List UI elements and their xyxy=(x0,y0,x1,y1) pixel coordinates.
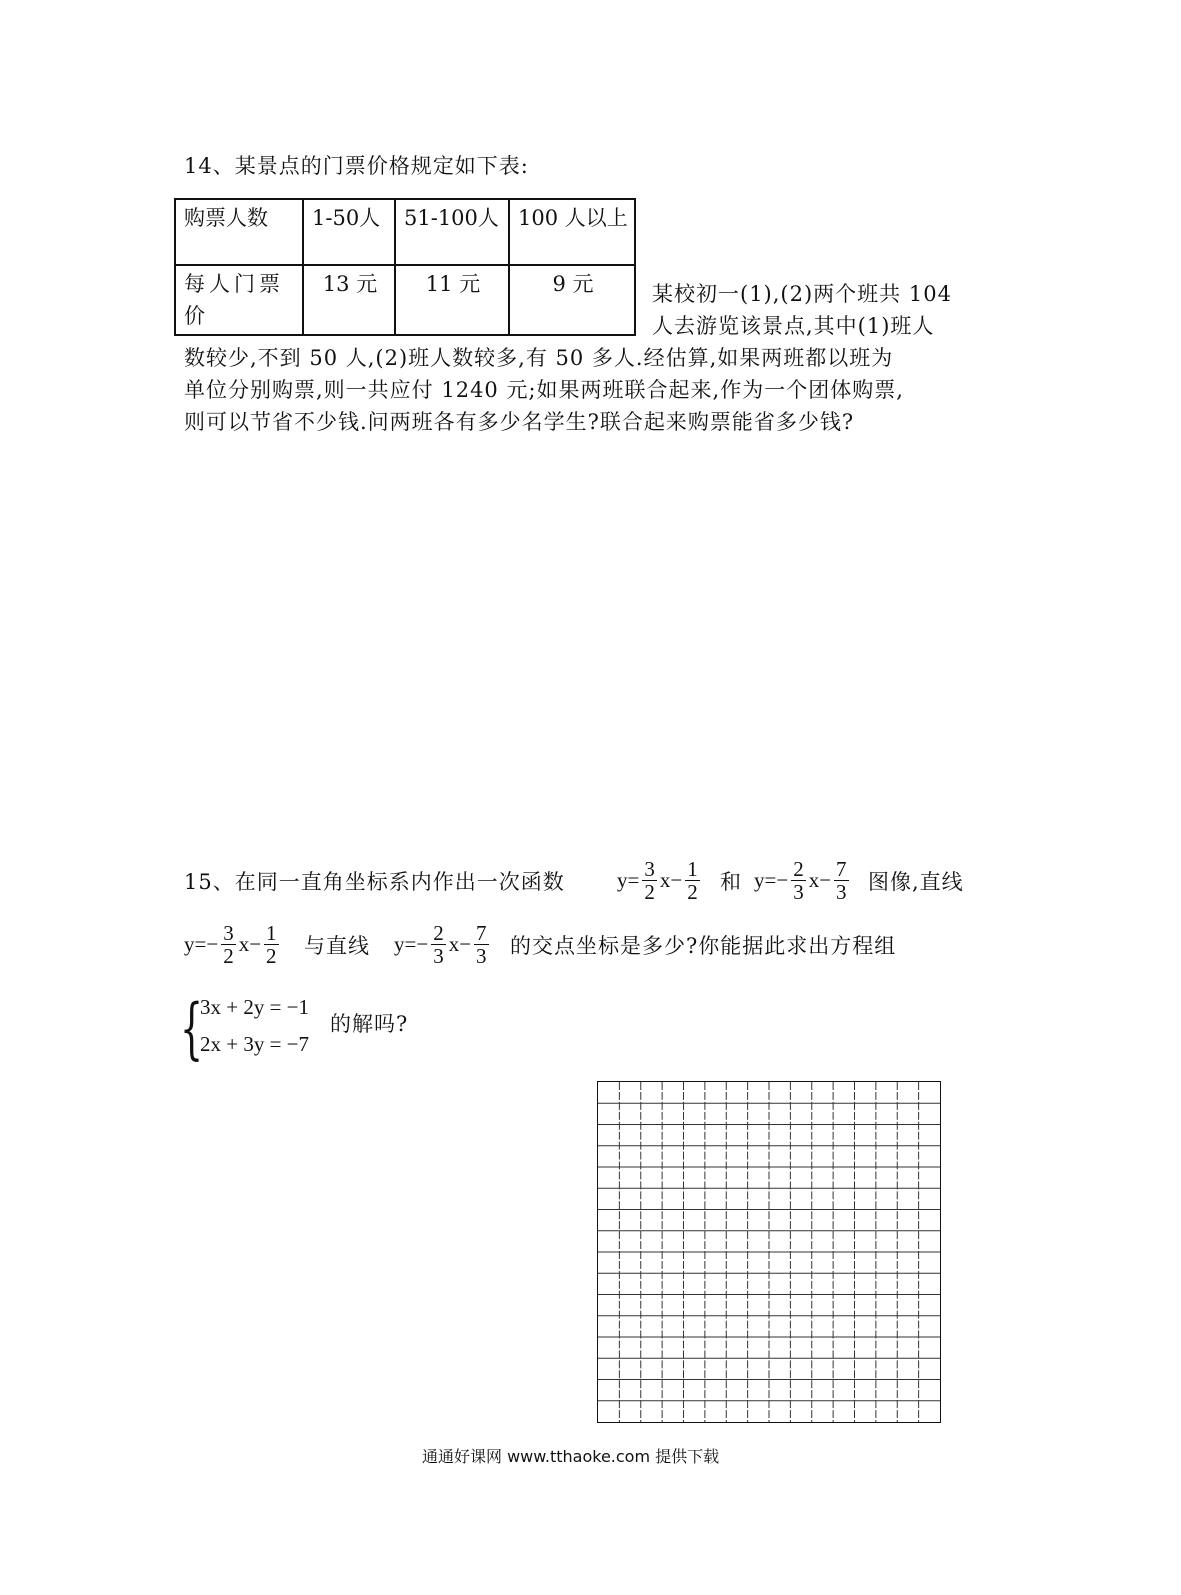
table-header-cell: 购票人数 xyxy=(175,199,303,265)
q15-tail1: 图像,直线 xyxy=(868,870,964,894)
q14-body-line: 单位分别购票,则一共应付 1240 元;如果两班联合起来,作为一个团体购票, xyxy=(184,378,904,402)
fraction: $\frac{3}{2}$ xyxy=(644,857,655,904)
fraction: $\frac{2}{3}$ xyxy=(793,857,804,904)
q15-with-line: 与直线 xyxy=(304,934,370,958)
system-brace: { xyxy=(180,990,204,1067)
ticket-price-table xyxy=(174,198,636,336)
table-cell-price: 13 元 xyxy=(303,265,395,335)
system-equation-2: 2x + 3y = −7 xyxy=(200,1032,310,1056)
q15-tail2: 的交点坐标是多少?你能据此求出方程组 xyxy=(510,934,897,958)
fraction: $\frac{1}{2}$ xyxy=(266,921,277,968)
fraction: $\frac{1}{2}$ xyxy=(687,857,698,904)
q14-side-line: 某校初一(1),(2)两个班共 104 xyxy=(652,282,952,306)
table-cell-price: 9 元 xyxy=(509,265,635,335)
q14-body-line: 数较少,不到 50 人,(2)班人数较多,有 50 多人.经估算,如果两班都以班为 xyxy=(184,346,894,370)
q14-side-line: 人去游览该景点,其中(1)班人 xyxy=(652,314,935,338)
table-cell-price: 11 元 xyxy=(395,265,509,335)
fraction: $\frac{2}{3}$ xyxy=(433,921,444,968)
line-g1: y=− $\frac{3}{2}$ x− $\frac{1}{2}$ xyxy=(184,921,277,968)
fraction: $\frac{7}{3}$ xyxy=(476,921,487,968)
q14-body-line: 则可以节省不少钱.问两班各有多少名学生?联合起来购票能省多少钱? xyxy=(184,410,855,434)
table-header-cell: 100 人以上 xyxy=(509,199,635,265)
coordinate-grid xyxy=(597,1081,941,1423)
q14-heading: 14、某景点的门票价格规定如下表: xyxy=(184,154,529,178)
footer-credit: 通通好课网 www.tthaoke.com 提供下载 xyxy=(422,1447,720,1466)
function-2: y=− $\frac{2}{3}$ x− $\frac{7}{3}$ xyxy=(754,857,847,904)
table-row-label: 每人门票价 xyxy=(175,265,303,335)
system-equation-1: 3x + 2y = −1 xyxy=(200,995,310,1019)
fraction: $\frac{7}{3}$ xyxy=(836,857,847,904)
table-header-cell: 1-50人 xyxy=(303,199,395,265)
line-g2: y=− $\frac{2}{3}$ x− $\frac{7}{3}$ xyxy=(394,921,487,968)
system-tail: 的解吗? xyxy=(330,1012,409,1036)
function-1: y= $\frac{3}{2}$ x− $\frac{1}{2}$ xyxy=(617,857,698,904)
table-header-cell: 51-100人 xyxy=(395,199,509,265)
q15-and: 和 xyxy=(720,870,742,894)
fraction: $\frac{3}{2}$ xyxy=(223,921,234,968)
q15-prefix: 15、在同一直角坐标系内作出一次函数 xyxy=(184,870,565,894)
